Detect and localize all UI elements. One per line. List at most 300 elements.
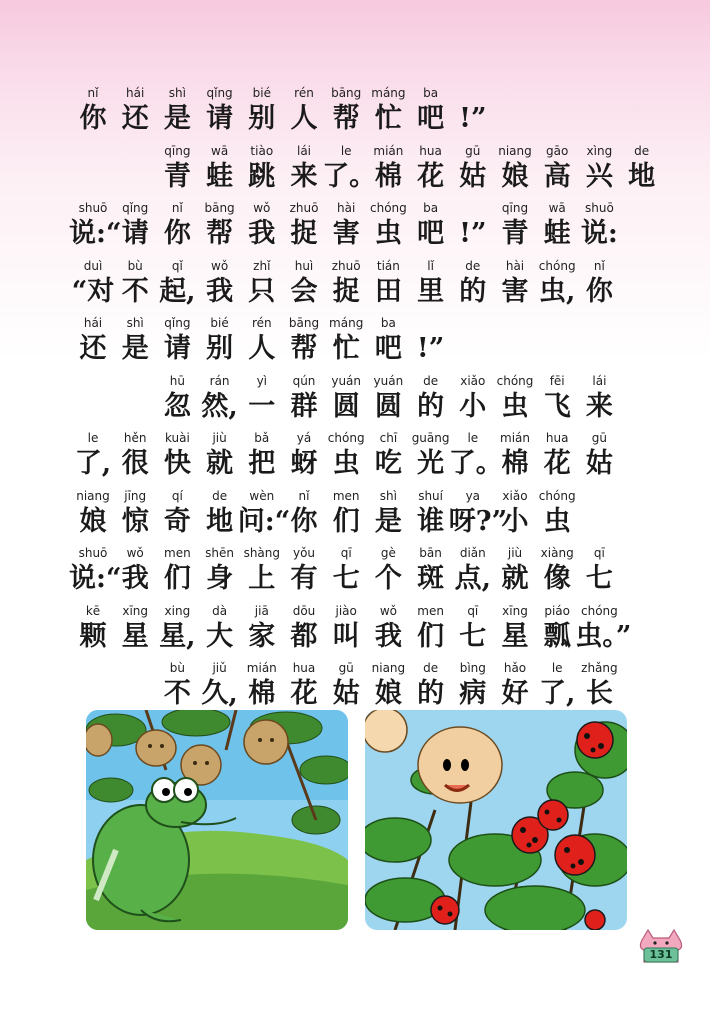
pinyin: shēn — [205, 546, 235, 560]
pinyin: qún — [292, 373, 316, 388]
syllable — [449, 201, 497, 251]
pinyin: le — [551, 661, 563, 675]
hanzi: 圆 — [332, 390, 360, 422]
pinyin: zhuō — [289, 201, 319, 215]
hanzi: 就 — [206, 448, 234, 479]
syllable — [153, 316, 201, 366]
pinyin: gū — [465, 143, 481, 158]
hanzi: 惊 — [121, 505, 149, 537]
pinyin: ba — [423, 201, 439, 215]
hanzi: 花 — [417, 160, 445, 192]
hanzi: 害 — [332, 218, 360, 249]
syllable — [575, 144, 623, 194]
syllable — [491, 259, 539, 309]
syllable — [238, 374, 286, 424]
syllable — [407, 546, 455, 596]
syllable — [196, 661, 244, 711]
pinyin: kē — [85, 603, 101, 618]
pinyin: zhǎng — [581, 661, 618, 675]
syllable — [322, 431, 370, 481]
hanzi: 请 — [163, 333, 191, 364]
pinyin: qǐng — [206, 86, 233, 100]
pinyin: qīng — [164, 143, 191, 158]
syllable — [491, 489, 539, 539]
hanzi: 我 — [121, 563, 149, 594]
hanzi: 只 — [248, 275, 276, 307]
pinyin: lái — [592, 373, 607, 388]
pinyin: ba — [380, 316, 396, 330]
syllable — [364, 489, 412, 539]
hanzi: 你 — [79, 103, 107, 134]
hanzi: 久, — [201, 678, 238, 709]
pinyin: chóng — [538, 258, 576, 273]
text-line — [0, 259, 710, 319]
hanzi: 的 — [417, 678, 445, 709]
syllable — [322, 546, 370, 596]
hanzi: 说: — [580, 218, 618, 249]
hanzi — [111, 160, 159, 194]
hanzi: 别 — [206, 333, 234, 364]
pinyin: hái — [83, 316, 103, 330]
hanzi: 瓢 — [543, 620, 571, 652]
hanzi: 们 — [163, 563, 191, 594]
hanzi: 里 — [417, 275, 445, 307]
syllable — [153, 144, 201, 194]
hanzi: 姑 — [585, 448, 613, 479]
hanzi: 了。 — [322, 160, 377, 192]
hanzi: 颗 — [79, 620, 107, 652]
hanzi: 捉 — [332, 275, 360, 307]
hanzi: 别 — [248, 103, 276, 134]
syllable — [280, 86, 328, 136]
pinyin: bù — [127, 258, 143, 273]
pinyin — [449, 201, 497, 217]
syllable — [238, 546, 286, 596]
pinyin: dà — [212, 603, 228, 618]
pinyin: niang — [76, 488, 110, 503]
pinyin: de — [423, 373, 439, 388]
text-line — [0, 86, 710, 146]
pinyin: yì — [256, 373, 268, 388]
hanzi: 跳 — [248, 160, 276, 192]
syllable — [322, 143, 377, 194]
hanzi: 不 — [163, 678, 191, 709]
hanzi: 棉 — [374, 160, 402, 192]
hanzi: 光 — [417, 448, 445, 479]
syllable — [196, 546, 244, 596]
hanzi: 地 — [628, 160, 656, 192]
hanzi: 姑 — [459, 160, 487, 192]
text-line — [0, 546, 710, 606]
pinyin: tiào — [250, 143, 274, 158]
syllable — [238, 604, 286, 654]
hanzi: 了, — [538, 678, 576, 709]
pinyin: piáo — [544, 603, 571, 618]
hanzi: 青 — [501, 218, 529, 249]
hanzi: 好 — [501, 678, 529, 709]
pinyin: wèn — [249, 488, 275, 503]
syllable — [238, 431, 286, 481]
hanzi: 来 — [585, 390, 613, 422]
hanzi: “对 — [71, 275, 115, 307]
pinyin: le — [87, 431, 99, 445]
hanzi: 把 — [248, 448, 276, 479]
pinyin: nǐ — [593, 258, 605, 273]
pinyin: niang — [498, 143, 532, 158]
syllable — [69, 316, 117, 366]
syllable — [407, 431, 455, 481]
syllable — [111, 431, 159, 481]
hanzi: 我 — [248, 218, 276, 249]
syllable — [533, 374, 581, 424]
syllable — [280, 546, 328, 596]
syllable — [575, 374, 623, 424]
pinyin: bù — [169, 661, 185, 675]
pinyin: men — [332, 488, 360, 503]
syllable — [153, 546, 201, 596]
pinyin: jiù — [212, 431, 227, 445]
hanzi: 请 — [206, 103, 234, 134]
syllable — [364, 86, 412, 136]
text-line — [0, 374, 710, 434]
hanzi: 还 — [121, 103, 149, 134]
hanzi: 棉 — [248, 678, 276, 709]
hanzi: 是 — [374, 505, 402, 537]
syllable — [407, 604, 455, 654]
hanzi: 大 — [206, 620, 234, 652]
pinyin: diǎn — [459, 546, 486, 560]
hanzi: 我 — [374, 620, 402, 652]
syllable — [491, 546, 539, 596]
syllable — [533, 431, 581, 481]
pinyin — [69, 144, 117, 160]
pinyin: hěn — [123, 431, 147, 445]
hanzi: 星 — [501, 620, 529, 652]
pinyin: lái — [296, 143, 312, 158]
syllable — [280, 604, 328, 654]
hanzi: 娘 — [501, 160, 529, 192]
hanzi: 我 — [206, 275, 234, 307]
syllable — [237, 488, 291, 539]
pinyin — [449, 86, 497, 102]
syllable — [196, 144, 244, 194]
syllable — [111, 604, 159, 654]
pinyin: shì — [168, 86, 186, 100]
syllable — [533, 489, 581, 539]
pinyin: chī — [379, 431, 398, 445]
hanzi: 娘 — [374, 678, 402, 709]
pinyin: wǒ — [126, 546, 144, 560]
pinyin: tián — [376, 258, 400, 273]
hanzi: 了。 — [448, 448, 503, 479]
syllable — [280, 661, 328, 711]
hanzi: 虫 — [332, 448, 360, 479]
syllable — [196, 604, 244, 654]
pinyin: wǒ — [211, 258, 229, 273]
hanzi: 都 — [290, 620, 318, 652]
hanzi: 高 — [543, 160, 571, 192]
hanzi: 七 — [585, 563, 613, 594]
hanzi: 圆 — [374, 390, 402, 422]
hanzi: 帮 — [332, 103, 360, 134]
hanzi: 是 — [163, 103, 191, 134]
hanzi: 个 — [374, 563, 402, 594]
syllable — [153, 374, 201, 424]
pinyin: de — [465, 258, 481, 273]
hanzi: 忙 — [374, 103, 402, 134]
hanzi: 帮 — [206, 218, 234, 249]
syllable — [238, 86, 286, 136]
syllable — [69, 144, 117, 194]
hanzi: 忙 — [332, 333, 360, 364]
pinyin: mián — [500, 431, 530, 445]
pinyin: jiǔ — [212, 661, 227, 675]
pinyin: men — [417, 603, 444, 618]
pinyin: de — [212, 488, 228, 503]
hanzi: 们 — [332, 505, 360, 537]
pinyin: gè — [380, 546, 396, 560]
pinyin: nǐ — [298, 488, 310, 503]
hanzi: 奇 — [163, 505, 191, 537]
hanzi — [111, 677, 159, 711]
pinyin — [111, 144, 159, 160]
hanzi: 点, — [454, 563, 491, 594]
hanzi: 不 — [121, 275, 149, 307]
syllable — [575, 431, 623, 481]
text-line — [0, 604, 710, 664]
hanzi: 谁 — [417, 505, 445, 537]
syllable — [533, 201, 581, 251]
syllable — [575, 603, 632, 654]
hanzi: 像 — [543, 563, 571, 594]
syllable — [238, 259, 286, 309]
pinyin: shuō — [78, 546, 108, 560]
hanzi: 斑 — [417, 563, 445, 594]
syllable — [449, 259, 497, 309]
pinyin: yǒu — [292, 546, 316, 560]
hanzi: 会 — [290, 275, 318, 307]
pinyin: fēi — [549, 373, 565, 388]
pinyin: qǐng — [164, 316, 191, 330]
syllable — [575, 546, 623, 596]
syllable — [111, 489, 159, 539]
syllable — [153, 259, 201, 309]
syllable — [618, 144, 666, 194]
pinyin: men — [164, 546, 191, 560]
hanzi — [111, 390, 159, 424]
hanzi: 星 — [121, 620, 149, 652]
syllable — [238, 316, 286, 366]
hanzi: 就 — [501, 563, 529, 594]
pinyin: qīng — [501, 201, 529, 215]
pinyin — [111, 661, 159, 677]
syllable — [322, 316, 370, 366]
pinyin: qǐng — [122, 201, 149, 215]
syllable — [69, 546, 122, 596]
pinyin: nǐ — [171, 201, 183, 215]
pinyin: bāng — [331, 86, 362, 100]
syllable — [449, 661, 497, 711]
syllable — [491, 374, 539, 424]
hanzi: 家 — [248, 620, 276, 652]
pinyin: niang — [371, 661, 406, 675]
syllable — [196, 316, 244, 366]
hanzi: 病 — [459, 678, 487, 709]
hanzi: 虫 — [501, 390, 529, 422]
hanzi: 吃 — [374, 448, 402, 479]
pinyin: qǐ — [171, 258, 183, 273]
pinyin: xing — [164, 603, 191, 618]
pinyin: shì — [379, 488, 397, 503]
hanzi: !” — [459, 103, 487, 134]
pinyin: chóng — [538, 488, 576, 503]
hanzi: 的 — [459, 275, 487, 307]
pinyin: bāng — [204, 201, 235, 215]
syllable — [491, 144, 539, 194]
syllable — [196, 201, 244, 251]
pinyin: le — [467, 431, 479, 445]
hanzi: 说:“ — [69, 218, 122, 249]
pinyin: xiàng — [540, 546, 574, 560]
pinyin: xiǎo — [502, 488, 528, 503]
hanzi: 人 — [290, 103, 318, 134]
hanzi — [69, 677, 117, 711]
pinyin: nǐ — [87, 86, 99, 100]
syllable — [407, 201, 455, 251]
syllable — [280, 489, 328, 539]
hanzi: 一 — [248, 390, 276, 422]
pinyin: huì — [294, 258, 314, 273]
pinyin: hài — [505, 258, 525, 273]
pinyin: bié — [210, 316, 229, 330]
syllable — [491, 661, 539, 711]
syllable — [280, 374, 328, 424]
syllable — [575, 661, 623, 711]
pinyin: bìng — [459, 661, 486, 675]
pinyin: jiù — [507, 546, 523, 560]
syllable — [153, 431, 201, 481]
syllable — [449, 604, 497, 654]
hanzi: 蚜 — [290, 448, 318, 479]
syllable — [69, 374, 117, 424]
syllable — [238, 144, 286, 194]
hanzi: 青 — [163, 160, 191, 192]
pinyin: hái — [126, 86, 145, 100]
hanzi: 虫 — [543, 505, 571, 537]
pinyin: zhuō — [331, 258, 361, 273]
syllable — [533, 604, 581, 654]
pinyin: dōu — [292, 603, 316, 618]
syllable — [280, 144, 328, 194]
hanzi: 捉 — [290, 218, 318, 249]
pinyin: gū — [338, 661, 354, 675]
hanzi: 飞 — [543, 390, 571, 422]
syllable — [449, 144, 497, 194]
hanzi — [69, 390, 117, 424]
syllable — [111, 661, 159, 711]
text-line — [0, 489, 710, 549]
syllable — [153, 661, 201, 711]
syllable — [111, 316, 159, 366]
pinyin: shì — [126, 316, 144, 330]
syllable — [111, 201, 159, 251]
pinyin: gū — [591, 431, 607, 445]
hanzi: 花 — [290, 678, 318, 709]
pinyin: mián — [373, 143, 404, 158]
pinyin: hǎo — [503, 661, 527, 675]
pinyin: máng — [371, 86, 406, 100]
pinyin: xīng — [122, 603, 149, 618]
hanzi: !” — [459, 218, 487, 249]
syllable — [364, 259, 412, 309]
hanzi: 群 — [290, 390, 318, 422]
syllable — [322, 604, 370, 654]
pinyin: wǒ — [253, 201, 271, 215]
syllable — [322, 374, 370, 424]
pinyin: rán — [209, 373, 230, 388]
pinyin: qī — [593, 546, 605, 560]
syllable — [238, 661, 286, 711]
pinyin: chóng — [370, 201, 407, 215]
pinyin: duì — [83, 258, 103, 273]
syllable — [322, 661, 370, 711]
pinyin: de — [423, 661, 439, 675]
syllable — [407, 86, 455, 136]
hanzi: 地 — [206, 505, 234, 537]
syllable — [111, 86, 159, 136]
syllable — [364, 374, 412, 424]
pinyin: hua — [419, 143, 442, 158]
pinyin — [407, 316, 455, 332]
syllable — [111, 259, 159, 309]
text-line — [0, 431, 710, 491]
hanzi: 小 — [459, 390, 487, 422]
syllable — [69, 604, 117, 654]
hanzi: 快 — [163, 448, 191, 479]
hanzi: 了, — [74, 448, 112, 479]
pinyin: xīng — [502, 603, 528, 618]
pinyin: qī — [467, 603, 479, 618]
syllable — [280, 259, 328, 309]
pinyin: shuí — [418, 488, 443, 503]
pinyin: chóng — [496, 373, 534, 388]
hanzi: 田 — [374, 275, 402, 307]
syllable — [533, 546, 581, 596]
hanzi: 你 — [585, 275, 613, 307]
pinyin: zhǐ — [253, 258, 271, 273]
hanzi: 花 — [543, 448, 571, 479]
syllable — [364, 144, 412, 194]
syllable — [153, 604, 201, 654]
pinyin — [69, 374, 117, 390]
syllable — [533, 144, 581, 194]
syllable — [449, 86, 497, 136]
pinyin: jiā — [254, 603, 269, 618]
syllable — [533, 661, 581, 711]
page-number-badge — [638, 928, 684, 964]
syllable — [196, 259, 244, 309]
syllable — [407, 144, 455, 194]
hanzi: 兴 — [585, 160, 613, 192]
syllable — [407, 316, 455, 366]
hanzi: 七 — [332, 563, 360, 594]
pinyin: ba — [423, 86, 439, 100]
pinyin: chóng — [327, 431, 365, 445]
hanzi: 吧 — [417, 218, 445, 249]
hanzi: 七 — [459, 620, 487, 652]
illustration-frog — [86, 710, 348, 930]
pinyin — [111, 374, 159, 390]
